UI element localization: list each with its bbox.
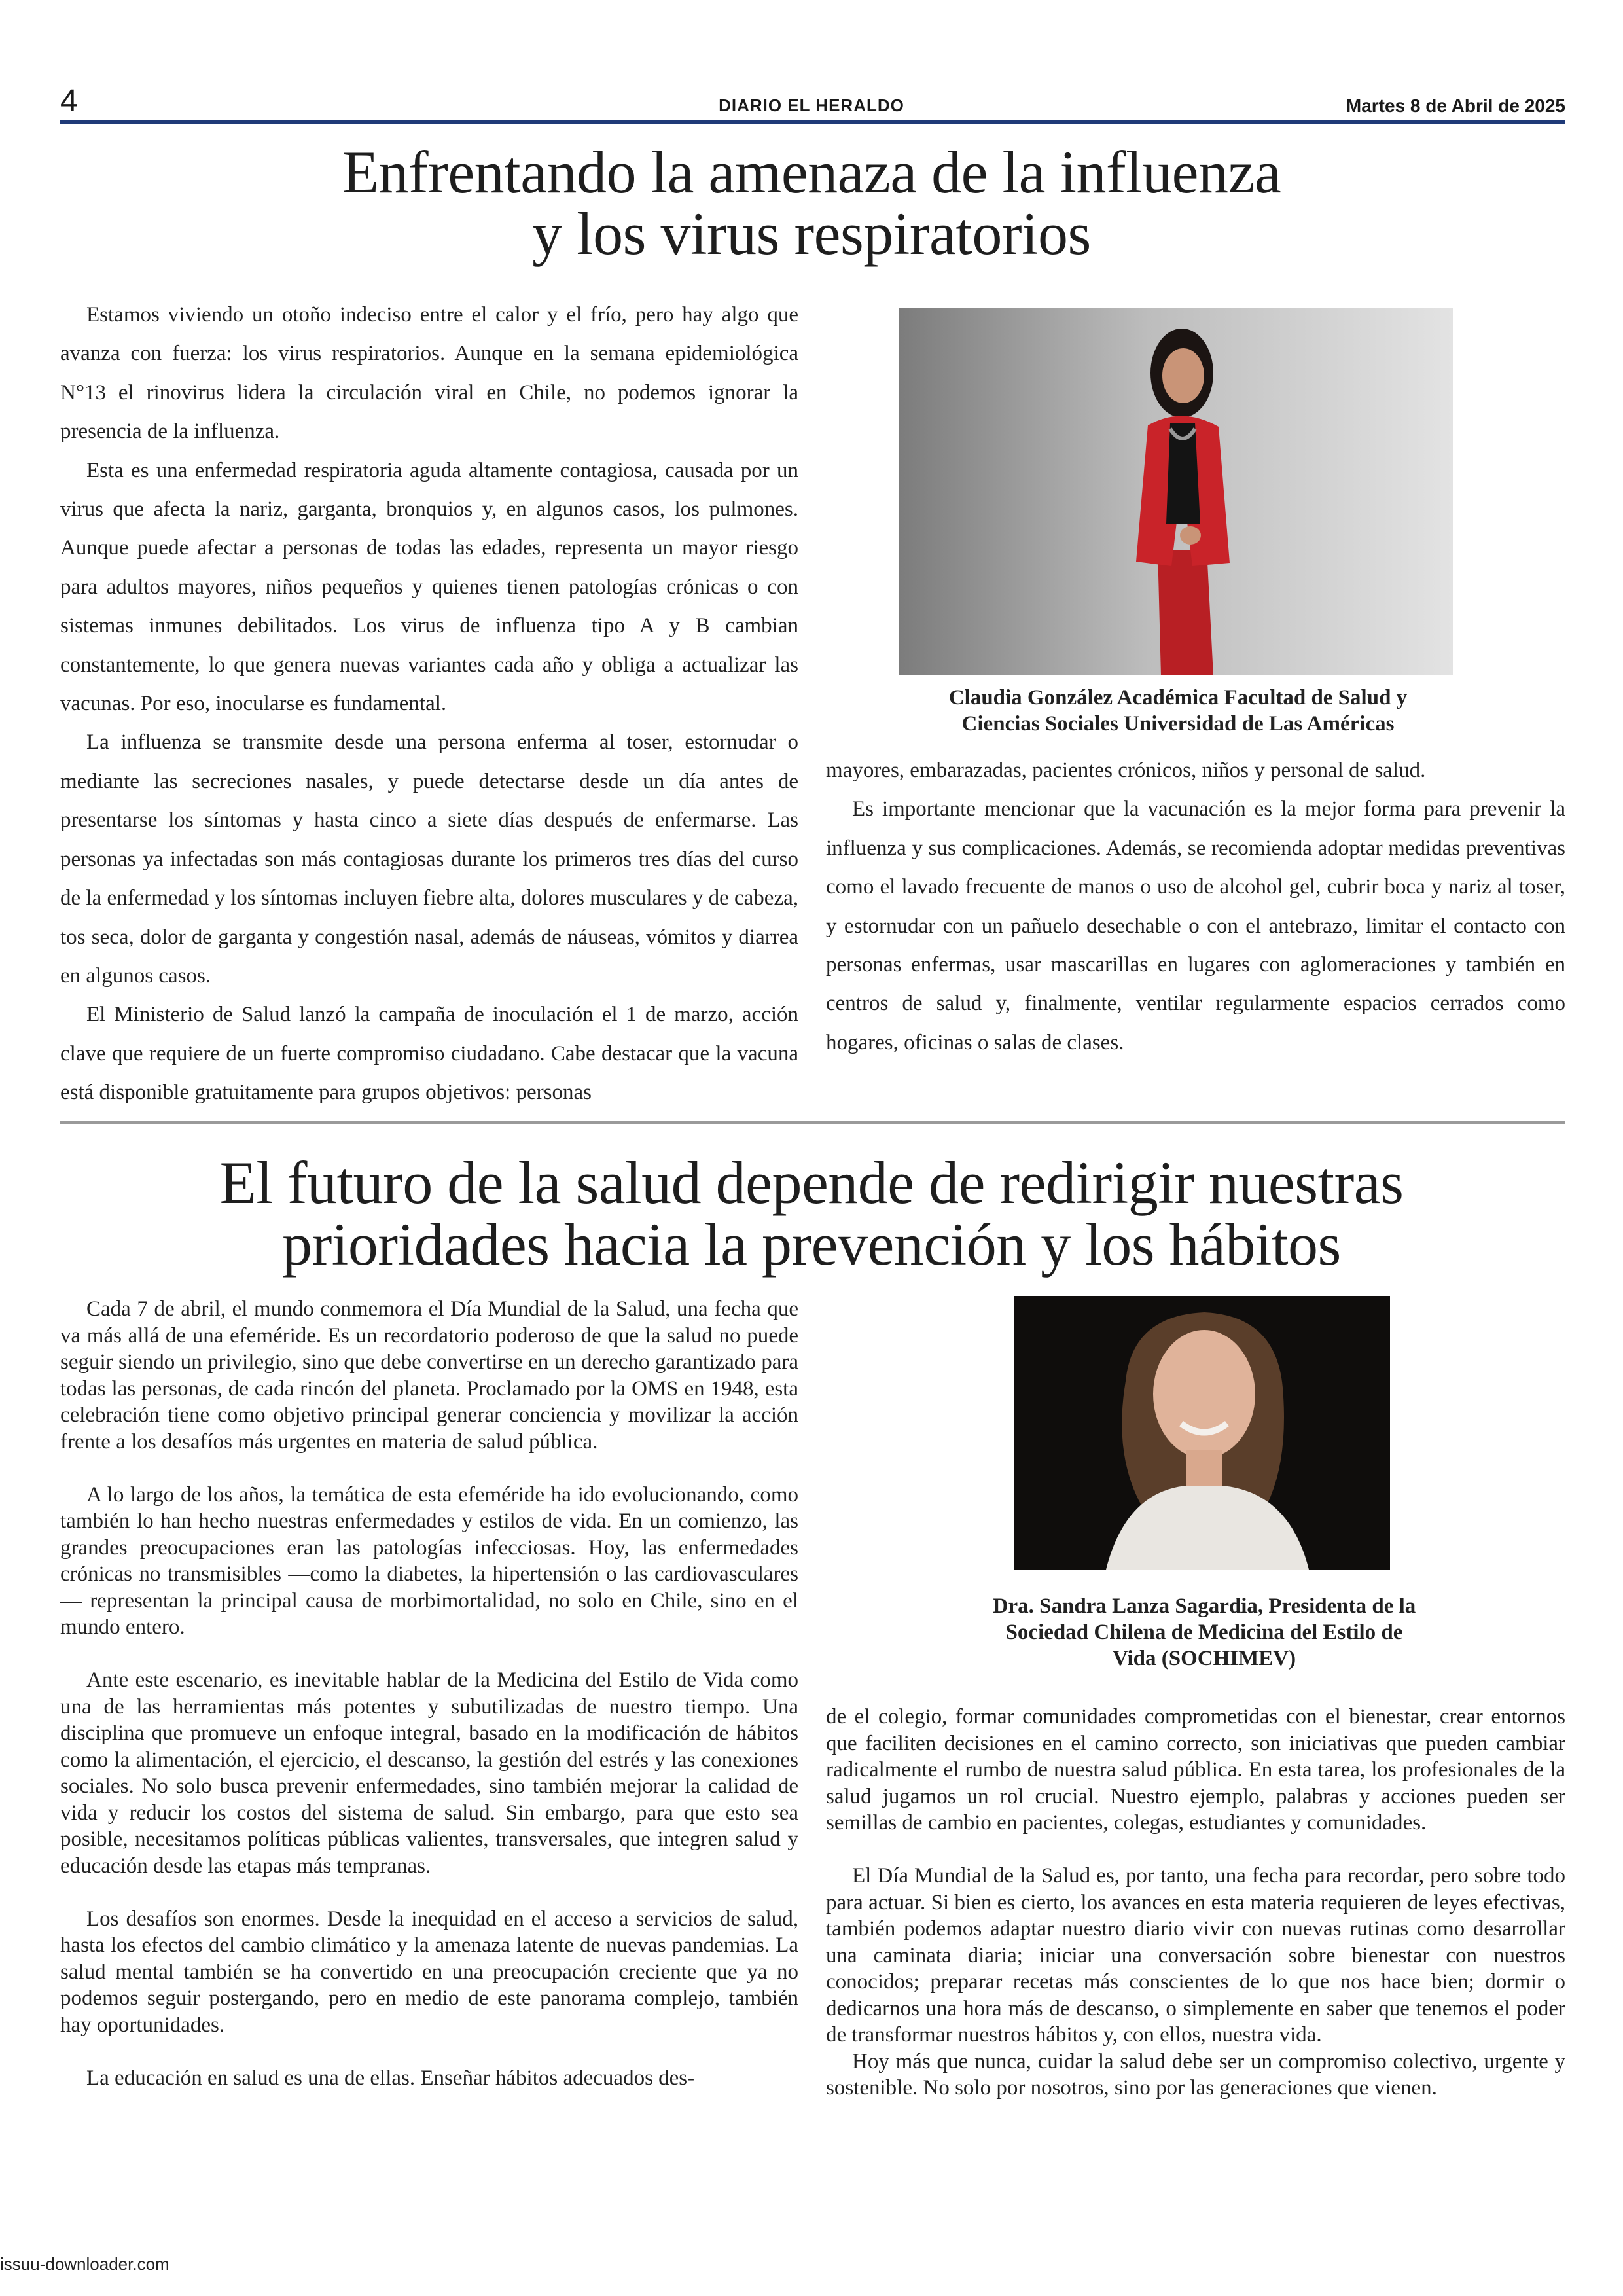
- article2-caption-line2: Sociedad Chilena de Medicina del Estilo de: [1005, 1621, 1403, 1644]
- article1-right-column: [826, 751, 1565, 1062]
- article2-headline-line1: El futuro de la salud depende de redirigir nuestras: [219, 1149, 1404, 1216]
- article2-paragraph: Hoy más que nunca, cuidar la salud debe ser un compromiso colectivo, urgente y sostenible. No solo por nosotros, sino por las generaciones que vienen.: [826, 2049, 1565, 2100]
- article1-paragraph: Estamos viviendo un otoño indeciso entre el calor y el frío, pero hay algo que avanza con fuerza: los virus respiratorios. Aunque en la semana epidemiológica N°13 el rinovirus lidera la circulación viral en Chile, no podemos ignorar la presencia de la influenza.: [60, 303, 798, 444]
- article1-caption-line2: Ciencias Sociales Universidad de Las Américas: [961, 712, 1395, 736]
- article1-paragraph: Esta es una enfermedad respiratoria aguda altamente contagiosa, causada por un virus que afecta la nariz, garganta, bronquios y, en algunos casos, los pulmones. Aunque puede afectar a personas de todas las edades, representa un mayor riesgo para adultos mayores, niños pequeños y quienes tienen patologías crónicas o con sistemas inmunes debilitados. Los virus de influenza tipo A y B cambian constantemente, lo que genera nuevas variantes cada año y obliga a actualizar las vacunas. Por eso, inocularse es fundamental.: [60, 458, 798, 716]
- article2-left-column: [60, 1296, 798, 2091]
- article1-left-column: [60, 296, 798, 1113]
- article1-headline-line2: y los virus respiratorios: [532, 200, 1091, 267]
- article1-paragraph: Es importante mencionar que la vacunación es la mejor forma para prevenir la influenza y sus complicaciones. Además, se recomienda adoptar medidas preventivas como el lavado frecuente de manos o uso de alcohol gel, cubrir boca y nariz al toser, y estornudar con un pañuelo desechable o con el antebrazo, limitar el contacto con personas enfermas, usar mascarillas en lugares con aglomeraciones y también en centros de salud y, finalmente, ventilar regularmente espacios cerrados como hogares, oficinas o salas de clases.: [826, 797, 1565, 1054]
- article1-paragraph: La influenza se transmite desde una persona enferma al toser, estornudar o mediante las secreciones nasales, y puede detectarse desde un día antes de presentarse los síntomas y hasta cinco a siete días después de enfermarse. Las personas ya infectadas son más contagiosas durante los primeros tres días del curso de la enfermedad y los síntomas incluyen fiebre alta, dolores musculares y de cabeza, tos seca, dolor de garganta y congestión nasal, además de náuseas, vómitos y diarrea en algunos casos.: [60, 730, 798, 988]
- article2-author-photo: [1014, 1296, 1390, 1570]
- downloader-watermark: issuu-downloader.com: [0, 2254, 169, 2274]
- newspaper-name: DIARIO EL HERALDO: [719, 96, 904, 115]
- article2-paragraph: Ante este escenario, es inevitable hablar de la Medicina del Estilo de Vida como una de las herramientas más potentes y subutilizadas de nuestro tiempo. Una disciplina que promueve un enfoque integral, basado en la modificación de hábitos como la alimentación, el ejercicio, el descanso, la gestión del estrés y las conexiones sociales. No solo busca prevenir enfermedades, sino también mejorar la calidad de vida y reducir los costos del sistema de salud. Sin embargo, para que esto sea posible, necesitamos políticas públicas valientes, transversales, que integren salud y educación desde las etapas más tempranas.: [60, 1668, 798, 1878]
- section-divider: [60, 1121, 1565, 1124]
- article2-paragraph: A lo largo de los años, la temática de esta efeméride ha ido evolucionando, como también lo han hecho nuestras enfermedades y estilos de vida. En un comienzo, las grandes preocupaciones eran las patologías infecciosas. Hoy, las enfermedades crónicas no transmisibles —como la diabetes, la hipertensión o las cardiovasculares— representan la principal causa de morbimortalidad, no solo en Chile, sino en el mundo entero.: [60, 1482, 798, 1639]
- article1-photo-caption: [870, 685, 1486, 737]
- article1-paragraph-continuation: mayores, embarazadas, pacientes crónicos, niños y personal de salud.: [826, 759, 1426, 782]
- article2-paragraph: La educación en salud es una de ellas. Enseñar hábitos adecuados des-: [86, 2066, 695, 2090]
- issue-date: Martes 8 de Abril de 2025: [1346, 96, 1565, 116]
- article2-photo-caption: [955, 1593, 1453, 1672]
- header-rule: [60, 120, 1565, 124]
- article2-caption-line3: Vida (SOCHIMEV): [1112, 1647, 1296, 1670]
- article2-paragraph: El Día Mundial de la Salud es, por tanto, una fecha para recordar, pero sobre todo para actuar. Si bien es cierto, los avances en esta materia requieren de leyes efectivas, también podemos adaptar nuestro diario vivir con nuevas rutinas como desarrollar una caminata diaria; iniciar una conversación sobre bienestar con nuestros conocidos; preparar recetas más conscientes de lo que nos hace bien; dormir o dedicarnos una hora más de descanso, o simplemente en saber que tenemos el poder de transformar nuestros hábitos y, con ellos, nuestra vida.: [826, 1864, 1565, 2047]
- article2-paragraph: Cada 7 de abril, el mundo conmemora el Día Mundial de la Salud, una fecha que va más allá de una efeméride. Es un recordatorio poderoso de que la salud no puede seguir siendo un privilegio, sino que debe convertirse en un derecho garantizado para todas las personas, de cada rincón del planeta. Proclamado por la OMS en 1948, esta celebración tiene como objetivo principal generar conciencia y movilizar la acción frente a los desafíos más urgentes en materia de salud pública.: [60, 1297, 798, 1454]
- article1-headline: [98, 139, 1525, 267]
- article2-caption-line1: Dra. Sandra Lanza Sagardia, Presidenta de la: [992, 1594, 1416, 1618]
- article2-headline-line2: prioridades hacia la prevención y los hábitos: [282, 1211, 1341, 1278]
- article1-caption-line1: Claudia González Académica Facultad de Salud y: [948, 686, 1408, 709]
- article2-paragraph: Los desafíos son enormes. Desde la inequidad en el acceso a servicios de salud, hasta los efectos del cambio climático y la amenaza latente de nuevas pandemias. La salud mental también se ha convertido en una preocupación creciente que ya no podemos seguir postergando, pero en medio de este panorama complejo, también hay oportunidades.: [60, 1907, 798, 2037]
- article1-paragraph: El Ministerio de Salud lanzó la campaña de inoculación el 1 de marzo, acción clave que requiere de un fuerte compromiso ciudadano. Cabe destacar que la vacuna está disponible gratuitamente para grupos objetivos: personas: [60, 1003, 798, 1105]
- article2-headline: [98, 1149, 1525, 1278]
- article2-paragraph-continuation: de el colegio, formar comunidades comprometidas con el bienestar, crear entornos que faciliten decisiones en el camino correcto, son iniciativas que pueden cambiar radicalmente el rumbo de nuestra salud pública. En esta tarea, los profesionales de la salud jugamos un rol crucial. Nuestro ejemplo, palabras y acciones pueden ser semillas de cambio en pacientes, colegas, estudiantes y comunidades.: [826, 1705, 1565, 1835]
- article2-right-column: [826, 1704, 1565, 2102]
- article1-headline-line1: Enfrentando la amenaza de la influenza: [342, 139, 1281, 206]
- article1-author-photo: [899, 308, 1453, 675]
- page-number: 4: [60, 84, 78, 118]
